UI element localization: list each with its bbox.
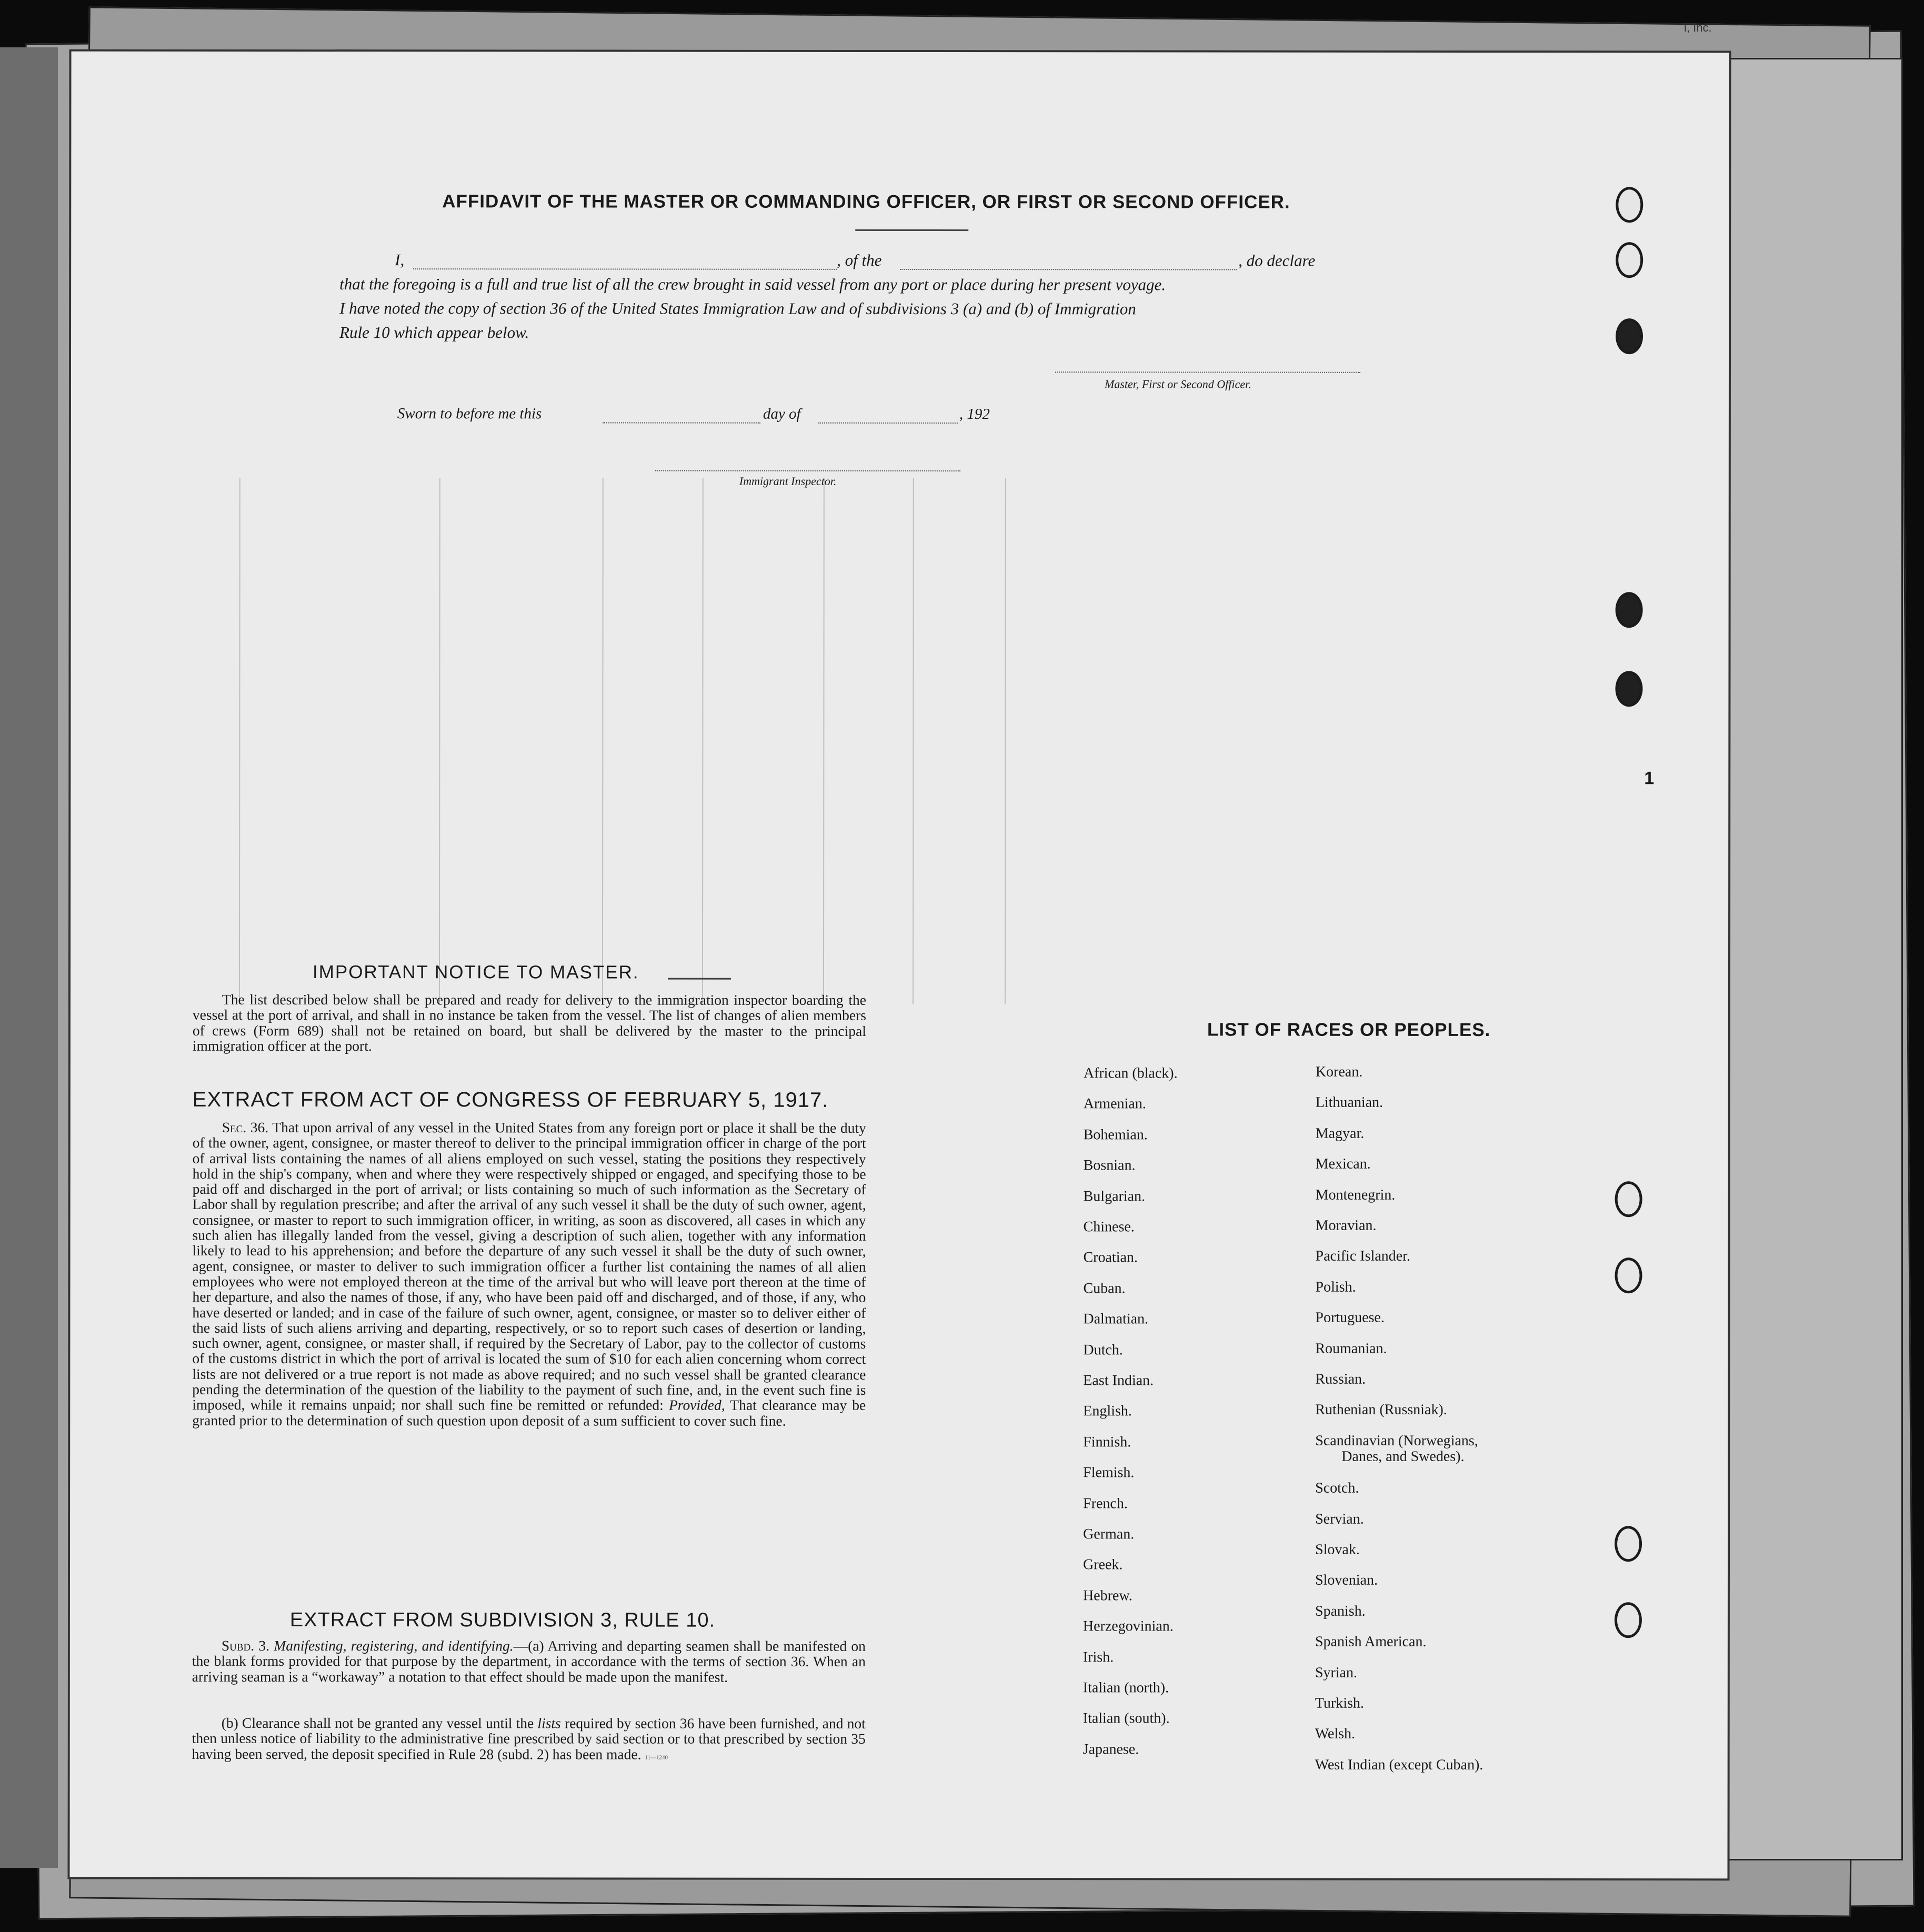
race-item: Flemish. <box>1083 1464 1135 1481</box>
rule-subd-heading: Manifesting, registering, and identifying. <box>274 1637 514 1654</box>
year-label: , 192 <box>959 406 990 423</box>
race-item: Greek. <box>1083 1556 1123 1573</box>
race-item: Japanese. <box>1083 1741 1139 1758</box>
act-text-end: That clearance may be granted prior to the determination of such question upon deposit of a sum sufficient to cover such fine. <box>192 1397 866 1429</box>
rule-title: EXTRACT FROM SUBDIVISION 3, RULE 10. <box>289 1608 716 1632</box>
race-item: Russian. <box>1315 1371 1366 1387</box>
ghost-column-line <box>602 478 604 1004</box>
declaration-of-the: , of the <box>837 250 882 269</box>
act-title: EXTRACT FROM ACT OF CONGRESS OF FEBRUARY 5, 1917. <box>192 1088 829 1112</box>
act-body <box>192 1120 866 1428</box>
race-item: Moravian. <box>1315 1217 1377 1234</box>
race-item: Portuguese. <box>1315 1309 1385 1326</box>
race-item: Chinese. <box>1083 1219 1135 1235</box>
form-number: 11—1240 <box>645 1754 668 1761</box>
act-provided: Provided, <box>668 1396 725 1414</box>
notice-divider <box>668 978 731 980</box>
punch-hole <box>1615 1526 1642 1562</box>
race-item: African (black). <box>1083 1065 1178 1082</box>
race-item: Italian (north). <box>1083 1679 1169 1696</box>
race-item: Roumanian. <box>1315 1340 1387 1357</box>
race-item: Armenian. <box>1083 1095 1146 1112</box>
inspector-signature-line <box>655 470 960 472</box>
race-item: German. <box>1083 1526 1135 1543</box>
punch-hole <box>1615 1602 1642 1638</box>
race-item: Hebrew. <box>1083 1587 1133 1604</box>
corner-mark: l, Inc. <box>1684 21 1712 34</box>
race-item: Bosnian. <box>1083 1157 1136 1174</box>
race-item: Croatian. <box>1083 1249 1138 1266</box>
punch-hole <box>1616 592 1643 628</box>
race-item: Irish. <box>1083 1648 1114 1665</box>
race-item: East Indian. <box>1083 1372 1154 1389</box>
declaration-line-1: that the foregoing is a full and true list of all the crew brought in said vessel from any port or place during her present voyage. <box>339 275 1166 294</box>
race-item: Ruthenian (Russniak). <box>1315 1402 1447 1418</box>
race-item: Danes, and Swedes). <box>1341 1448 1465 1465</box>
declaration-line-3: Rule 10 which appear below. <box>339 323 529 342</box>
race-item: Syrian. <box>1315 1664 1357 1681</box>
rule-para-a <box>192 1638 866 1685</box>
inspector-caption: Immigrant Inspector. <box>739 474 837 488</box>
race-item: Lithuanian. <box>1315 1094 1384 1111</box>
race-item: Magyar. <box>1315 1125 1365 1142</box>
declaration-i: I, <box>395 250 405 269</box>
race-item: Slovenian. <box>1315 1572 1378 1589</box>
punch-hole <box>1616 318 1643 354</box>
ghost-column-line <box>439 478 440 1004</box>
race-item: Mexican. <box>1315 1155 1371 1172</box>
race-item: Servian. <box>1315 1511 1364 1527</box>
punch-hole <box>1616 187 1643 223</box>
master-signature-line <box>1055 371 1360 373</box>
title-divider <box>855 229 968 231</box>
ghost-column-line <box>702 478 704 1004</box>
rule-para-a-text: —(a) Arriving and departing seamen shall be manifested on the blank forms provided for that purpose by the department, in accordance with the terms of section 36. When an arriving seaman is a “workaway” a notation to that effect should be made upon the manifest. <box>192 1637 866 1685</box>
race-item: Spanish. <box>1315 1603 1366 1619</box>
act-text: That upon arrival of any vessel in the United States from any foreign port or place it shall be the duty of the owner, agent, consignee, or master thereof to deliver to the principal immigration officer in charge of the port of arrival lists containing the names of all aliens employed on such vessel, stating the positions they respectively hold in the ship's company, when and where they were respectively shipped or engaged, and specifying those to be paid off and discharged in the port of arrival; or lists containing so much of such information as the Secretary of Labor shall by regulation prescribe; and after the arrival of any such vessel it shall be the duty of such owner, agent, consignee, or master to report to such immigration officer, in writing, as soon as discovered, all cases in which any such alien has illegally landed from the vessel, giving a description of such alien, together with any information likely to lead to his apprehension; and before the departure of any such vessel it shall be the duty of such owner, agent, consignee, or master to deliver to such immigration officer a further list containing the names of all alien employees who were not employed thereon at the time of the arrival but who will leave port thereon at the time of her departure, and also the names of those, if any, who have been paid off and discharged, and of those, if any, who have deserted or landed; and in case of the failure of such owner, agent, consignee, or master so to deliver either of the said lists of such aliens arriving and departing, respectively, or so to report such cases of desertion or landing, such owner, agent, consignee, or master shall, if required by the Secretary of Labor, pay to the collector of customs of the customs district in which the port of arrival is located the sum of $10 for each alien concerning whom correct lists are not delivered or a true report is not made as above required; and no such vessel shall be granted clearance pending the determination of the question of the liability to the payment of such fine, and, in the event such fine is imposed, while it remains unpaid; nor shall such fine be remitted or refunded: <box>192 1119 866 1413</box>
race-item: Dalmatian. <box>1083 1311 1149 1327</box>
race-item: Spanish American. <box>1315 1633 1427 1651</box>
ghost-column-line <box>823 478 825 1004</box>
race-item: Scandinavian (Norwegians, <box>1315 1432 1478 1449</box>
race-item: Finnish. <box>1083 1434 1131 1451</box>
race-item: Scotch. <box>1315 1480 1359 1496</box>
notice-body: The list described below shall be prepared and ready for delivery to the immigration inspector boarding the vessel at the port of arrival, and shall in no instance be taken from the vessel. The list of changes of alien members of crews (Form 689) shall not be retained on board, but shall be delivered by the master to the principal immigration officer at the port. <box>192 991 866 1054</box>
race-item: Turkish. <box>1315 1695 1364 1712</box>
sworn-label: Sworn to before me this <box>397 405 542 422</box>
notice-title: IMPORTANT NOTICE TO MASTER. <box>312 962 639 983</box>
race-item: Dutch. <box>1083 1341 1123 1358</box>
declaration-line-2: I have noted the copy of section 36 of the United States Immigration Law and of subdivisions 3 (a) and (b) of Immigration <box>339 299 1136 318</box>
ghost-column-line <box>1005 478 1006 1004</box>
ghost-column-line <box>239 478 241 1004</box>
rule-para-b: (b) Clearance shall not be granted any vessel until the lists required by section 36 have been furnished, and not then unless notice of liability to the administrative fine prescribed by said section or to that prescribed by section 35 having been served, the deposit specified in Rule 28 (subd. 2) has been made. 11—1240 <box>192 1714 866 1763</box>
act-section-label: Sec. 36. <box>222 1119 269 1135</box>
declaration-do-declare: , do declare <box>1238 251 1316 270</box>
race-item: English. <box>1083 1403 1132 1420</box>
month-blank <box>818 422 958 424</box>
race-item: Bohemian. <box>1083 1126 1148 1143</box>
race-item: Pacific Islander. <box>1315 1248 1410 1265</box>
race-item: Herzegovinian. <box>1083 1618 1174 1635</box>
document-page <box>67 49 1731 1881</box>
punch-hole <box>1615 1181 1642 1217</box>
ghost-column-line <box>913 478 914 1004</box>
race-item: Montenegrin. <box>1315 1186 1396 1203</box>
race-item: Bulgarian. <box>1083 1188 1146 1205</box>
name-blank <box>413 268 837 270</box>
race-item: West Indian (except Cuban). <box>1315 1756 1484 1773</box>
punch-hole <box>1615 1257 1642 1293</box>
rule-subd-label: Subd. 3. <box>221 1637 270 1654</box>
vessel-blank <box>900 269 1237 270</box>
race-item: Welsh. <box>1315 1726 1356 1743</box>
punch-hole <box>1615 671 1642 707</box>
sworn-day-blank <box>603 422 760 424</box>
page-number: 1 <box>1644 768 1655 789</box>
master-signature-caption: Master, First or Second Officer. <box>1104 377 1251 391</box>
race-item: Slovak. <box>1315 1541 1360 1558</box>
left-edge-sheets <box>0 47 58 1868</box>
races-title: LIST OF RACES OR PEOPLES. <box>1207 1019 1491 1040</box>
punch-hole <box>1616 242 1643 278</box>
race-item: Polish. <box>1315 1279 1356 1295</box>
day-of-label: day of <box>763 405 801 422</box>
affidavit-title: AFFIDAVIT OF THE MASTER OR COMMANDING OFFICER, OR FIRST OR SECOND OFFICER. <box>442 191 1290 213</box>
race-item: Korean. <box>1315 1063 1363 1080</box>
race-item: Cuban. <box>1083 1280 1126 1297</box>
race-item: Italian (south). <box>1083 1710 1170 1727</box>
race-item: French. <box>1083 1495 1128 1512</box>
